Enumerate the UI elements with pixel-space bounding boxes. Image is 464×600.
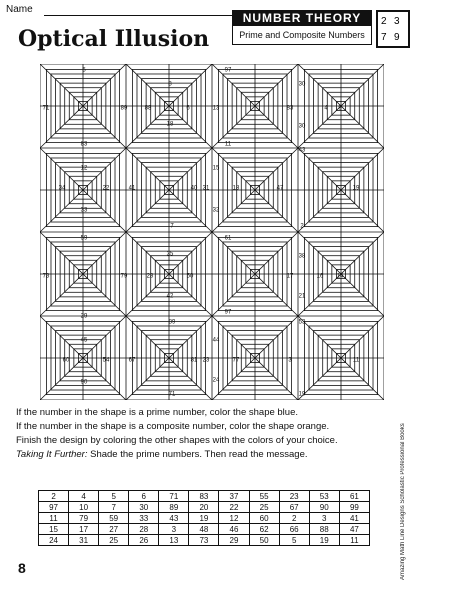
numbers-icon <box>376 10 410 48</box>
table-cell[interactable]: 6 <box>129 491 159 502</box>
shape-number: 77 <box>232 357 240 364</box>
shape-number: 89 <box>120 105 128 112</box>
shape-number: 19 <box>298 391 306 398</box>
shape-number: 17 <box>286 273 294 280</box>
shape-number: 5 <box>82 67 86 74</box>
table-cell[interactable]: 5 <box>99 491 129 502</box>
table-cell[interactable]: 3 <box>159 524 189 535</box>
table-cell[interactable]: 26 <box>129 535 159 546</box>
table-cell[interactable]: 60 <box>249 513 279 524</box>
table-cell[interactable]: 22 <box>219 502 249 513</box>
shape-number: 41 <box>128 185 136 192</box>
shape-number: 19 <box>352 185 360 192</box>
table-cell[interactable]: 23 <box>279 491 309 502</box>
instruction-line-3: Finish the design by coloring the other shapes with the colors of your choice. <box>16 435 338 446</box>
shape-number: 6 <box>186 105 190 112</box>
icon-glyph-9: 9 <box>394 32 400 43</box>
table-cell[interactable]: 2 <box>279 513 309 524</box>
page-number: 8 <box>18 560 26 576</box>
shape-number: 21 <box>298 293 306 300</box>
shape-number: 28 <box>146 273 154 280</box>
table-cell[interactable]: 27 <box>99 524 129 535</box>
shape-number: 16 <box>316 273 324 280</box>
table-cell[interactable]: 11 <box>339 535 369 546</box>
table-cell[interactable]: 5 <box>279 535 309 546</box>
table-cell[interactable]: 55 <box>249 491 279 502</box>
table-cell[interactable]: 61 <box>339 491 369 502</box>
table-cell[interactable]: 46 <box>219 524 249 535</box>
table-cell[interactable]: 13 <box>159 535 189 546</box>
shape-number: 11 <box>352 357 360 364</box>
table-cell[interactable]: 71 <box>159 491 189 502</box>
table-cell[interactable]: 25 <box>99 535 129 546</box>
shape-number: 31 <box>202 185 210 192</box>
shape-number: 7 <box>170 223 174 230</box>
shape-number: 34 <box>58 185 66 192</box>
table-cell[interactable]: 10 <box>69 502 99 513</box>
table-cell[interactable]: 19 <box>309 535 339 546</box>
icon-glyph-2: 2 <box>381 16 387 27</box>
shape-number: 23 <box>202 357 210 364</box>
shape-number: 18 <box>232 185 240 192</box>
table-cell[interactable]: 43 <box>159 513 189 524</box>
table-cell[interactable]: 15 <box>39 524 69 535</box>
shape-number: 61 <box>224 235 232 242</box>
shape-number: 11 <box>224 141 232 148</box>
table-cell[interactable]: 37 <box>219 491 249 502</box>
shape-number: 89 <box>168 319 176 326</box>
table-cell[interactable]: 31 <box>69 535 99 546</box>
table-cell[interactable]: 83 <box>189 491 219 502</box>
shape-number: 88 <box>144 105 152 112</box>
shape-number: 38 <box>298 253 306 260</box>
shape-number: 4 <box>324 105 328 112</box>
icon-glyph-7: 7 <box>381 32 387 43</box>
shape-number: 73 <box>42 273 50 280</box>
shape-number: 3 <box>288 357 292 364</box>
optical-illusion-grid <box>40 64 384 400</box>
shape-number: 67 <box>128 357 136 364</box>
shape-number: 12 <box>80 165 88 172</box>
shape-number: 30 <box>298 123 306 130</box>
shape-number: 30 <box>298 81 306 88</box>
table-cell[interactable]: 89 <box>159 502 189 513</box>
table-cell[interactable]: 53 <box>309 491 339 502</box>
table-row <box>39 524 370 535</box>
shape-number: 60 <box>62 357 70 364</box>
table-cell[interactable]: 30 <box>129 502 159 513</box>
shape-number: 59 <box>80 235 88 242</box>
table-cell[interactable]: 97 <box>39 502 69 513</box>
table-cell[interactable]: 79 <box>69 513 99 524</box>
table-cell[interactable]: 99 <box>339 502 369 513</box>
table-cell[interactable]: 11 <box>39 513 69 524</box>
shape-number: 35 <box>166 251 174 258</box>
subject-badge <box>232 10 372 46</box>
shape-number: 54 <box>102 357 110 364</box>
table-cell[interactable]: 19 <box>189 513 219 524</box>
illusion-svg <box>40 64 384 400</box>
table-cell[interactable]: 50 <box>249 535 279 546</box>
instruction-line-4-italic: Taking It Further: <box>16 449 88 460</box>
table-cell[interactable]: 67 <box>279 502 309 513</box>
page-title: Optical Illusion <box>18 26 210 52</box>
shape-number: 40 <box>190 185 198 192</box>
name-line[interactable] <box>44 15 244 16</box>
shape-number: 71 <box>42 105 50 112</box>
name-row <box>6 4 236 18</box>
instruction-line-4-rest: Shade the prime numbers. Then read the message. <box>90 449 308 460</box>
shape-number: 14 <box>336 273 344 280</box>
instruction-line-2: If the number in the shape is a composite number, color the shape orange. <box>16 421 330 432</box>
table-cell[interactable]: 48 <box>189 524 219 535</box>
name-label: Name <box>6 4 33 15</box>
shape-number: 97 <box>224 67 232 74</box>
table-row <box>39 535 370 546</box>
table-cell[interactable]: 20 <box>189 502 219 513</box>
shape-number: 50 <box>186 273 194 280</box>
table-cell[interactable]: 17 <box>69 524 99 535</box>
table-cell[interactable]: 59 <box>99 513 129 524</box>
credit-text: Amazing Math Line Designs Scholastic Professional Books <box>400 423 406 580</box>
shape-number: 9 <box>338 105 342 112</box>
table-cell[interactable]: 88 <box>309 524 339 535</box>
shape-number: 53 <box>298 319 306 326</box>
table-cell[interactable]: 47 <box>339 524 369 535</box>
table-cell[interactable]: 28 <box>129 524 159 535</box>
instructions <box>16 406 406 462</box>
table-cell[interactable]: 62 <box>249 524 279 535</box>
shape-number: 33 <box>80 207 88 214</box>
table-cell[interactable]: 90 <box>309 502 339 513</box>
table-cell[interactable]: 24 <box>39 535 69 546</box>
shape-number: 13 <box>212 105 220 112</box>
shape-number: 24 <box>212 377 220 384</box>
table-cell[interactable]: 25 <box>249 502 279 513</box>
table-cell[interactable]: 73 <box>189 535 219 546</box>
shape-number: 2 <box>300 223 304 230</box>
numbers-icon-svg <box>378 12 408 46</box>
shape-number: 32 <box>212 207 220 214</box>
table-cell[interactable]: 41 <box>339 513 369 524</box>
shape-number: 81 <box>190 357 198 364</box>
instruction-line-1: If the number in the shape is a prime number, color the shape blue. <box>16 407 298 418</box>
shape-number: 43 <box>298 147 306 154</box>
shape-number: 79 <box>120 273 128 280</box>
prime-message-table <box>38 490 370 546</box>
table-cell[interactable]: 2 <box>39 491 69 502</box>
shape-number: 22 <box>102 185 110 192</box>
table-cell[interactable]: 33 <box>129 513 159 524</box>
subject-title: NUMBER THEORY <box>232 10 372 26</box>
shape-number: 18 <box>166 121 174 128</box>
shape-number: 45 <box>80 337 88 344</box>
shape-number: 42 <box>166 293 174 300</box>
shape-number: 47 <box>276 185 284 192</box>
table-cell[interactable]: 7 <box>99 502 129 513</box>
prime-message-table-body <box>39 491 370 546</box>
shape-number: 29 <box>80 313 88 320</box>
instruction-line-4 <box>16 448 406 462</box>
shape-number: 83 <box>286 105 294 112</box>
table-cell[interactable]: 3 <box>309 513 339 524</box>
table-row <box>39 513 370 524</box>
shape-number: 97 <box>224 309 232 316</box>
shape-number: 83 <box>80 141 88 148</box>
shape-number: 71 <box>168 391 176 398</box>
table-row <box>39 491 370 502</box>
shape-number: 15 <box>212 165 220 172</box>
table-row <box>39 502 370 513</box>
table-cell[interactable]: 12 <box>219 513 249 524</box>
shape-number: 90 <box>80 379 88 386</box>
shape-number: 44 <box>212 337 220 344</box>
table-cell[interactable]: 29 <box>219 535 249 546</box>
icon-glyph-3: 3 <box>394 16 400 27</box>
table-cell[interactable]: 66 <box>279 524 309 535</box>
shape-number: 8 <box>168 81 172 88</box>
table-cell[interactable]: 4 <box>69 491 99 502</box>
topic-subtitle: Prime and Composite Numbers <box>232 26 372 45</box>
